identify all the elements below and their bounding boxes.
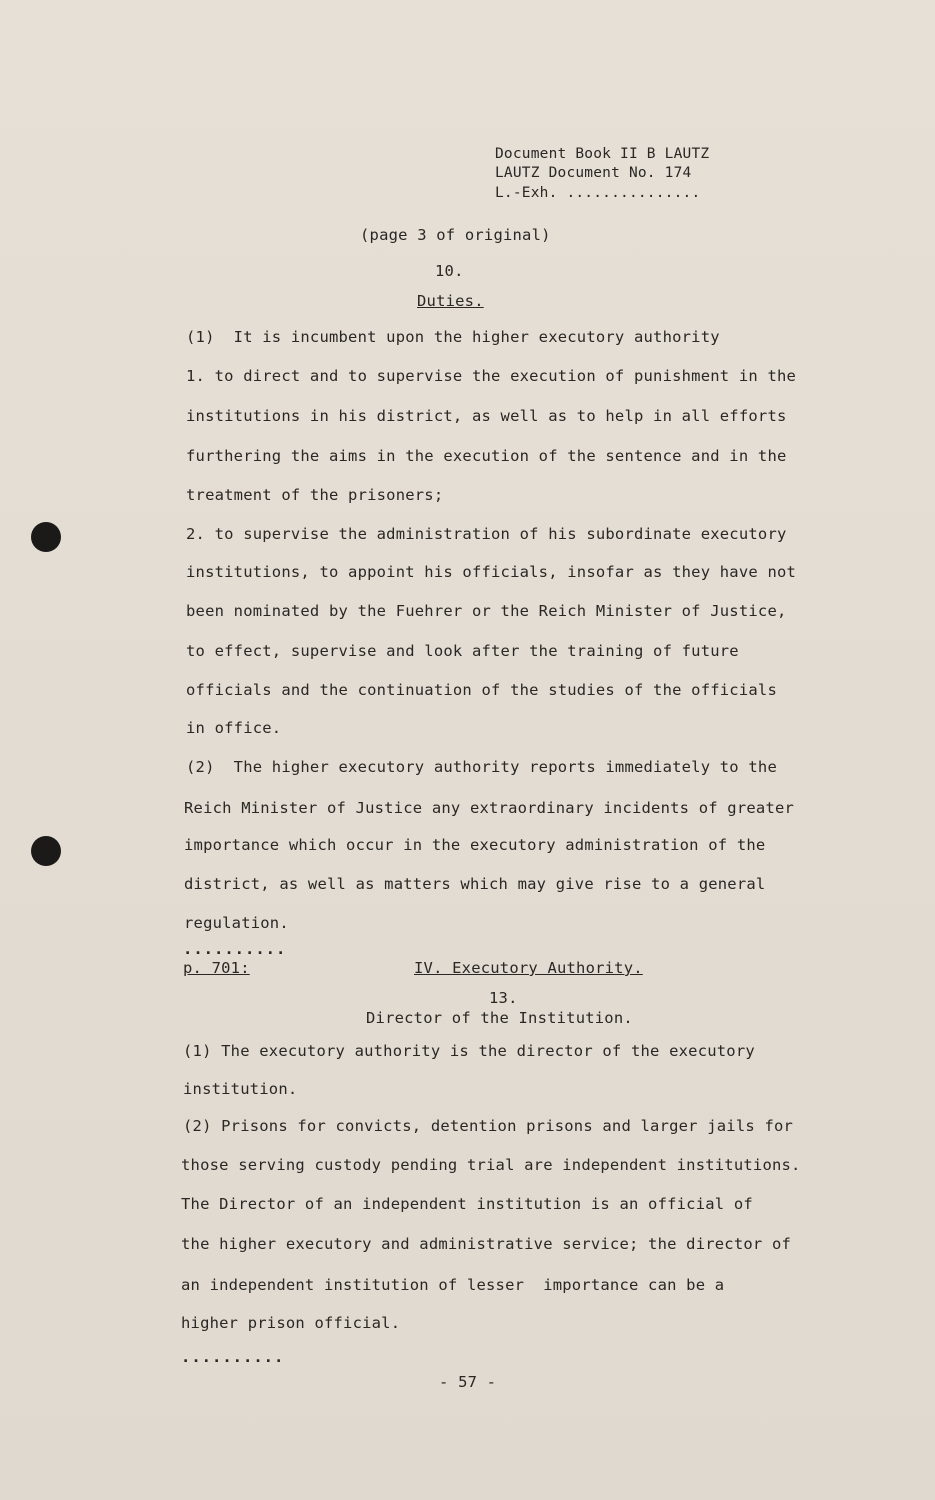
duties-item2-line: to effect, supervise and look after the training of future (186, 642, 739, 660)
duties-item1-line: 1. to direct and to supervise the execution of punishment in the (186, 367, 797, 385)
ellipsis-separator: .......... (183, 940, 287, 958)
director-para2-line: those serving custody pending trial are independent institutions. (181, 1156, 801, 1174)
header-document-line: LAUTZ Document No. 174 (495, 165, 692, 181)
page-reference: (page 3 of original) (360, 226, 551, 244)
director-para2-line: an independent institution of lesser importance can be a (181, 1276, 725, 1294)
header-exhibit-line: L.-Exh. ............... (495, 185, 701, 201)
duties-para2-line: (2) The higher executory authority reports immediately to the (186, 758, 777, 776)
section-subtitle-director: Director of the Institution. (366, 1009, 633, 1027)
duties-para2-line: Reich Minister of Justice any extraordinary incidents of greater (184, 799, 795, 817)
director-para2-line: the higher executory and administrative service; the director of (181, 1235, 792, 1253)
director-para1-line: (1) The executory authority is the director of the executory (183, 1042, 755, 1060)
duties-item2-line: officials and the continuation of the studies of the officials (186, 681, 777, 699)
duties-item2-line: in office. (186, 719, 282, 737)
duties-para1-intro: (1) It is incumbent upon the higher executory authority (186, 328, 720, 346)
director-para1-line: institution. (183, 1080, 298, 1098)
section-iv-title: IV. Executory Authority. (414, 959, 643, 977)
punch-hole-top (31, 522, 61, 552)
director-para2-line: higher prison official. (181, 1314, 401, 1332)
director-para2-line: The Director of an independent institution is an official of (181, 1195, 753, 1213)
section-title-duties: Duties. (417, 292, 484, 310)
duties-para2-line: importance which occur in the executory administration of the (184, 836, 766, 854)
duties-para2-line: regulation. (184, 914, 289, 932)
duties-para2-line: district, as well as matters which may give rise to a general (184, 875, 766, 893)
duties-item2-line: institutions, to appoint his officials, insofar as they have not (186, 563, 797, 581)
page-marker: p. 701: (183, 959, 250, 977)
punch-hole-bottom (31, 836, 61, 866)
director-para2-line: (2) Prisons for convicts, detention prisons and larger jails for (183, 1117, 794, 1135)
header-book-line: Document Book II B LAUTZ (495, 146, 710, 162)
duties-item2-line: been nominated by the Fuehrer or the Reich Minister of Justice, (186, 602, 787, 620)
page-number: - 57 - (439, 1373, 497, 1391)
duties-item1-line: treatment of the prisoners; (186, 486, 444, 504)
duties-item1-line: institutions in his district, as well as to help in all efforts (186, 407, 787, 425)
section-number-13: 13. (489, 989, 518, 1007)
ellipsis-separator: .......... (181, 1348, 285, 1366)
section-number-10: 10. (435, 262, 464, 280)
duties-item1-line: furthering the aims in the execution of the sentence and in the (186, 447, 787, 465)
duties-item2-line: 2. to supervise the administration of his subordinate executory (186, 525, 787, 543)
